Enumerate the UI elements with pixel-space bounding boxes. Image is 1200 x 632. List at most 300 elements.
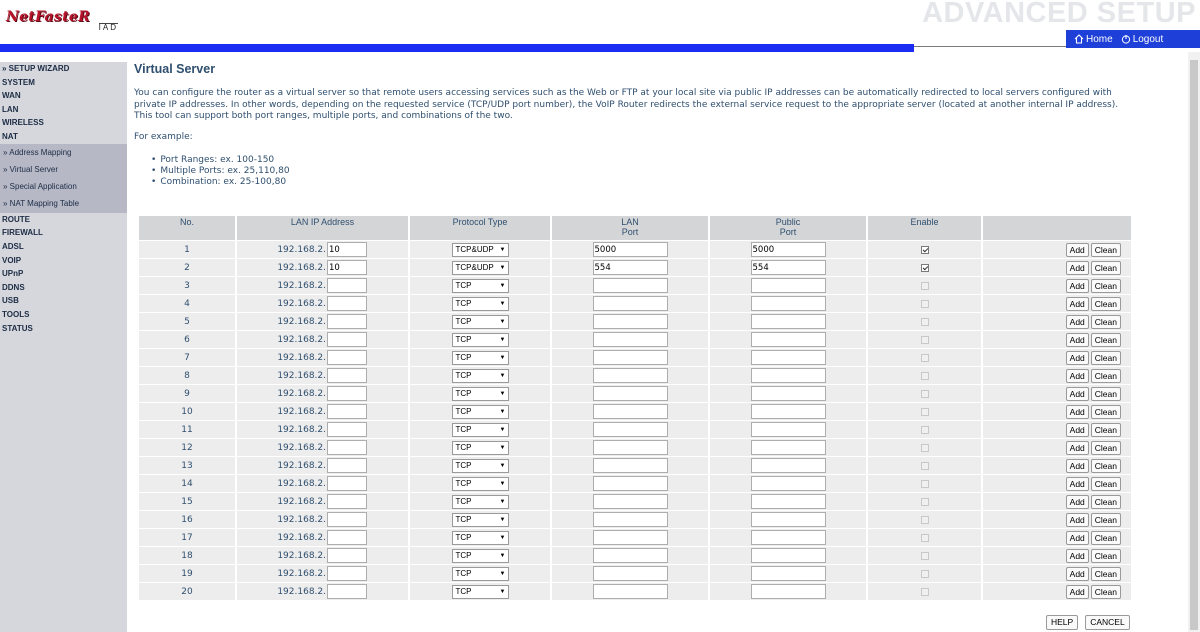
- enable-cell: [868, 313, 981, 330]
- enable-checkbox[interactable]: [921, 462, 929, 470]
- add-button[interactable]: Add: [1066, 567, 1089, 581]
- clean-button[interactable]: Clean: [1091, 333, 1121, 347]
- lan-port-input[interactable]: [593, 404, 668, 419]
- ip-last-octet-input[interactable]: [327, 440, 367, 455]
- public-port-input[interactable]: [751, 404, 826, 419]
- top-links: [1066, 30, 1200, 48]
- clean-button[interactable]: Clean: [1091, 441, 1121, 455]
- enable-checkbox[interactable]: [921, 480, 929, 488]
- clean-button[interactable]: Clean: [1091, 315, 1121, 329]
- enable-checkbox[interactable]: [921, 282, 929, 290]
- sidebar-item-wan[interactable]: WAN: [2, 91, 21, 101]
- actions-cell: [983, 547, 1131, 564]
- ip-last-octet-input[interactable]: [327, 350, 367, 365]
- protocol-select[interactable]: [452, 297, 509, 311]
- clean-button[interactable]: Clean: [1091, 567, 1121, 581]
- dropdown-arrow-icon: ▼: [499, 588, 506, 595]
- enable-cell: [868, 493, 981, 510]
- table-row: [139, 421, 1131, 438]
- add-button[interactable]: Add: [1066, 585, 1089, 599]
- row-number: 8: [139, 367, 235, 384]
- lan-port-input[interactable]: [593, 332, 668, 347]
- protocol-select[interactable]: [452, 495, 509, 509]
- ip-last-octet-input[interactable]: [327, 332, 367, 347]
- add-button[interactable]: Add: [1066, 477, 1089, 491]
- ip-prefix: 192.168.2.: [277, 334, 326, 345]
- actions-cell: [983, 403, 1131, 420]
- lan-port-cell: [552, 457, 708, 474]
- clean-button[interactable]: Clean: [1091, 387, 1121, 401]
- col-header-protocol: Protocol Type: [410, 216, 550, 240]
- clean-button[interactable]: Clean: [1091, 585, 1121, 599]
- lan-port-input[interactable]: [593, 242, 668, 257]
- clean-button[interactable]: Clean: [1091, 459, 1121, 473]
- ip-last-octet-input[interactable]: [327, 314, 367, 329]
- add-button[interactable]: Add: [1066, 351, 1089, 365]
- table-row: [139, 511, 1131, 528]
- lan-port-cell: [552, 565, 708, 582]
- dropdown-arrow-icon: ▼: [499, 354, 506, 361]
- lan-port-input[interactable]: [593, 278, 668, 293]
- public-port-input[interactable]: [751, 350, 826, 365]
- enable-cell: [868, 583, 981, 600]
- clean-button[interactable]: Clean: [1091, 369, 1121, 383]
- sidebar-item-wireless[interactable]: WIRELESS: [2, 118, 44, 128]
- protocol-select[interactable]: [452, 531, 509, 545]
- public-port-input[interactable]: [751, 530, 826, 545]
- public-port-input[interactable]: [751, 548, 826, 563]
- protocol-select[interactable]: [452, 369, 509, 383]
- ip-last-octet-input[interactable]: [327, 584, 367, 599]
- protocol-select[interactable]: [452, 549, 509, 563]
- lan-ip-cell: [237, 403, 408, 420]
- public-port-input[interactable]: [751, 422, 826, 437]
- lan-ip-cell: [237, 547, 408, 564]
- public-port-cell: [710, 403, 866, 420]
- sidebar-item-special-application[interactable]: » Special Application: [0, 178, 127, 195]
- public-port-input[interactable]: [751, 368, 826, 383]
- ip-last-octet-input[interactable]: [327, 566, 367, 581]
- dropdown-arrow-icon: ▼: [499, 498, 506, 505]
- protocol-select[interactable]: [452, 477, 509, 491]
- actions-cell: [983, 331, 1131, 348]
- ip-last-octet-input[interactable]: [327, 386, 367, 401]
- protocol-cell: [410, 277, 550, 294]
- protocol-value: TCP: [455, 299, 472, 308]
- protocol-cell: [410, 403, 550, 420]
- lan-port-cell: [552, 403, 708, 420]
- add-button[interactable]: Add: [1066, 261, 1089, 275]
- add-button[interactable]: Add: [1066, 405, 1089, 419]
- col-header-public-port: [710, 216, 866, 240]
- public-port-input[interactable]: [751, 314, 826, 329]
- dropdown-arrow-icon: ▼: [499, 318, 506, 325]
- add-button[interactable]: Add: [1066, 495, 1089, 509]
- row-number: 18: [139, 547, 235, 564]
- dropdown-arrow-icon: ▼: [499, 426, 506, 433]
- clean-button[interactable]: Clean: [1091, 477, 1121, 491]
- lan-port-input[interactable]: [593, 350, 668, 365]
- sidebar-item-virtual-server[interactable]: » Virtual Server: [0, 161, 127, 178]
- enable-checkbox[interactable]: [921, 372, 929, 380]
- lan-port-input[interactable]: [593, 548, 668, 563]
- protocol-cell: [410, 583, 550, 600]
- ip-last-octet-input[interactable]: [327, 242, 367, 257]
- ip-prefix: 192.168.2.: [277, 514, 326, 525]
- protocol-cell: [410, 295, 550, 312]
- add-button[interactable]: Add: [1066, 297, 1089, 311]
- protocol-select[interactable]: [452, 243, 509, 257]
- sidebar-item-ddns[interactable]: DDNS: [2, 282, 25, 292]
- add-button[interactable]: Add: [1066, 423, 1089, 437]
- dropdown-arrow-icon: ▼: [499, 372, 506, 379]
- enable-checkbox[interactable]: [921, 498, 929, 506]
- lan-port-input[interactable]: [593, 314, 668, 329]
- dropdown-arrow-icon: ▼: [499, 534, 506, 541]
- actions-cell: [983, 367, 1131, 384]
- lan-port-cell: [552, 547, 708, 564]
- sidebar-item-firewall[interactable]: FIREWALL: [2, 228, 43, 238]
- sidebar-item-nat-mapping-table[interactable]: » NAT Mapping Table: [0, 195, 127, 212]
- enable-checkbox[interactable]: [921, 318, 929, 326]
- ip-last-octet-input[interactable]: [327, 368, 367, 383]
- public-port-cell: [710, 457, 866, 474]
- public-port-input[interactable]: [751, 242, 826, 257]
- ip-prefix: 192.168.2.: [277, 244, 326, 255]
- ip-last-octet-input[interactable]: [327, 278, 367, 293]
- sidebar-item-lan[interactable]: LAN: [2, 104, 19, 114]
- protocol-cell: [410, 457, 550, 474]
- enable-checkbox[interactable]: [921, 390, 929, 398]
- protocol-value: TCP: [455, 515, 472, 524]
- sidebar-item-usb[interactable]: USB: [2, 296, 19, 306]
- ip-last-octet-input[interactable]: [327, 494, 367, 509]
- ip-last-octet-input[interactable]: [327, 476, 367, 491]
- scrollbar-thumb[interactable]: [1190, 60, 1198, 630]
- public-port-input[interactable]: [751, 296, 826, 311]
- add-button[interactable]: Add: [1066, 279, 1089, 293]
- add-button[interactable]: Add: [1066, 549, 1089, 563]
- sidebar-item-nat[interactable]: NAT: [2, 131, 18, 141]
- public-port-input[interactable]: [751, 584, 826, 599]
- public-port-input[interactable]: [751, 278, 826, 293]
- lan-ip-cell: [237, 313, 408, 330]
- vertical-scrollbar[interactable]: [1188, 52, 1200, 632]
- ip-prefix: 192.168.2.: [277, 352, 326, 363]
- lan-ip-cell: [237, 511, 408, 528]
- protocol-value: TCP: [455, 497, 472, 506]
- lan-port-input[interactable]: [593, 422, 668, 437]
- enable-cell: [868, 565, 981, 582]
- sidebar-item-system[interactable]: SYSTEM: [2, 77, 35, 87]
- enable-cell: [868, 349, 981, 366]
- help-button[interactable]: HELP: [1046, 615, 1078, 630]
- logout-link[interactable]: [1121, 34, 1164, 45]
- public-port-cell: [710, 493, 866, 510]
- ip-last-octet-input[interactable]: [327, 260, 367, 275]
- dropdown-arrow-icon: ▼: [499, 246, 506, 253]
- lan-port-cell: [552, 259, 708, 276]
- enable-checkbox[interactable]: [921, 336, 929, 344]
- add-button[interactable]: Add: [1066, 441, 1089, 455]
- ip-prefix: 192.168.2.: [277, 424, 326, 435]
- enable-cell: [868, 367, 981, 384]
- header: [0, 0, 1200, 56]
- ip-last-octet-input[interactable]: [327, 512, 367, 527]
- enable-cell: [868, 259, 981, 276]
- enable-checkbox[interactable]: [921, 408, 929, 416]
- lan-port-cell: [552, 493, 708, 510]
- add-button[interactable]: Add: [1066, 387, 1089, 401]
- enable-checkbox[interactable]: [921, 516, 929, 524]
- protocol-select[interactable]: [452, 261, 509, 275]
- logo-sub: IAD: [98, 23, 118, 32]
- lan-port-cell: [552, 421, 708, 438]
- lan-port-input[interactable]: [593, 368, 668, 383]
- enable-checkbox[interactable]: [921, 426, 929, 434]
- public-port-input[interactable]: [751, 458, 826, 473]
- table-row: [139, 457, 1131, 474]
- table-row: [139, 439, 1131, 456]
- table-row: [139, 475, 1131, 492]
- cancel-button[interactable]: CANCEL: [1085, 615, 1129, 630]
- dropdown-arrow-icon: ▼: [499, 444, 506, 451]
- public-port-cell: [710, 421, 866, 438]
- enable-cell: [868, 439, 981, 456]
- ip-prefix: 192.168.2.: [277, 478, 326, 489]
- lan-port-input[interactable]: [593, 494, 668, 509]
- lan-port-input[interactable]: [593, 296, 668, 311]
- add-button[interactable]: Add: [1066, 369, 1089, 383]
- public-port-cell: [710, 385, 866, 402]
- add-button[interactable]: Add: [1066, 333, 1089, 347]
- dropdown-arrow-icon: ▼: [499, 480, 506, 487]
- row-number: 1: [139, 241, 235, 258]
- clean-button[interactable]: Clean: [1091, 261, 1121, 275]
- protocol-select[interactable]: [452, 567, 509, 581]
- add-button[interactable]: Add: [1066, 315, 1089, 329]
- ip-prefix: 192.168.2.: [277, 262, 326, 273]
- ip-prefix: 192.168.2.: [277, 298, 326, 309]
- enable-cell: [868, 547, 981, 564]
- sidebar-item-route[interactable]: ROUTE: [2, 214, 30, 224]
- logout-icon: [1121, 34, 1131, 44]
- lan-port-cell: [552, 385, 708, 402]
- actions-cell: [983, 349, 1131, 366]
- lan-port-cell: [552, 511, 708, 528]
- lan-port-input[interactable]: [593, 566, 668, 581]
- sidebar-item-adsl[interactable]: ADSL: [2, 241, 24, 251]
- dropdown-arrow-icon: ▼: [499, 300, 506, 307]
- sidebar-item-address-mapping[interactable]: » Address Mapping: [0, 144, 127, 161]
- protocol-cell: [410, 331, 550, 348]
- protocol-select[interactable]: [452, 513, 509, 527]
- clean-button[interactable]: Clean: [1091, 513, 1121, 527]
- logout-label: Logout: [1132, 33, 1164, 45]
- clean-button[interactable]: Clean: [1091, 297, 1121, 311]
- ip-prefix: 192.168.2.: [277, 568, 326, 579]
- public-port-input[interactable]: [751, 386, 826, 401]
- public-port-input[interactable]: [751, 494, 826, 509]
- public-port-input[interactable]: [751, 512, 826, 527]
- protocol-cell: [410, 475, 550, 492]
- lan-port-input[interactable]: [593, 476, 668, 491]
- actions-cell: [983, 493, 1131, 510]
- dropdown-arrow-icon: ▼: [499, 264, 506, 271]
- table-row: [139, 529, 1131, 546]
- sidebar-item-tools[interactable]: TOOLS: [2, 309, 30, 319]
- enable-checkbox[interactable]: [921, 300, 929, 308]
- col-header-enable: Enable: [868, 216, 981, 240]
- lan-port-input[interactable]: [593, 530, 668, 545]
- col-header-public-port-line2: Port: [779, 227, 797, 237]
- protocol-select[interactable]: [452, 441, 509, 455]
- table-row: [139, 277, 1131, 294]
- public-port-cell: [710, 547, 866, 564]
- protocol-select[interactable]: [452, 351, 509, 365]
- row-number: 15: [139, 493, 235, 510]
- public-port-input[interactable]: [751, 332, 826, 347]
- clean-button[interactable]: Clean: [1091, 351, 1121, 365]
- protocol-cell: [410, 385, 550, 402]
- sidebar-item-status[interactable]: STATUS: [2, 323, 33, 333]
- lan-port-input[interactable]: [593, 440, 668, 455]
- sidebar-item-upnp[interactable]: UPnP: [2, 269, 24, 279]
- add-button[interactable]: Add: [1066, 459, 1089, 473]
- dropdown-arrow-icon: ▼: [499, 570, 506, 577]
- ip-last-octet-input[interactable]: [327, 422, 367, 437]
- lan-port-cell: [552, 295, 708, 312]
- enable-checkbox[interactable]: [921, 588, 929, 596]
- protocol-select[interactable]: [452, 405, 509, 419]
- enable-cell: [868, 475, 981, 492]
- lan-ip-cell: [237, 457, 408, 474]
- protocol-value: TCP&UDP: [455, 263, 494, 272]
- add-button[interactable]: Add: [1066, 243, 1089, 257]
- lan-port-input[interactable]: [593, 512, 668, 527]
- ip-prefix: 192.168.2.: [277, 316, 326, 327]
- public-port-cell: [710, 565, 866, 582]
- protocol-select[interactable]: [452, 315, 509, 329]
- protocol-cell: [410, 313, 550, 330]
- clean-button[interactable]: Clean: [1091, 243, 1121, 257]
- lan-ip-cell: [237, 331, 408, 348]
- col-header-lan-ip: LAN IP Address: [237, 216, 408, 240]
- enable-checkbox[interactable]: [921, 552, 929, 560]
- row-number: 2: [139, 259, 235, 276]
- protocol-cell: [410, 349, 550, 366]
- protocol-select[interactable]: [452, 423, 509, 437]
- enable-checkbox[interactable]: [921, 570, 929, 578]
- protocol-cell: [410, 547, 550, 564]
- clean-button[interactable]: Clean: [1091, 405, 1121, 419]
- clean-button[interactable]: Clean: [1091, 279, 1121, 293]
- page-section-title: ADVANCED SETUP: [922, 0, 1196, 29]
- ip-last-octet-input[interactable]: [327, 404, 367, 419]
- table-row: [139, 349, 1131, 366]
- enable-cell: [868, 457, 981, 474]
- row-number: 4: [139, 295, 235, 312]
- header-divider: [914, 46, 1066, 47]
- public-port-input[interactable]: [751, 260, 826, 275]
- enable-checkbox[interactable]: [921, 246, 929, 254]
- lan-port-input[interactable]: [593, 260, 668, 275]
- page-title: Virtual Server: [134, 62, 216, 76]
- add-button[interactable]: Add: [1066, 513, 1089, 527]
- ip-prefix: 192.168.2.: [277, 442, 326, 453]
- enable-cell: [868, 421, 981, 438]
- clean-button[interactable]: Clean: [1091, 495, 1121, 509]
- enable-checkbox[interactable]: [921, 444, 929, 452]
- table-row: [139, 403, 1131, 420]
- sidebar-item-voip[interactable]: VOIP: [2, 255, 22, 265]
- netfaster-logo: [6, 9, 124, 31]
- lan-port-cell: [552, 475, 708, 492]
- ip-last-octet-input[interactable]: [327, 458, 367, 473]
- col-header-lan-port-line2: Port: [621, 227, 639, 237]
- enable-checkbox[interactable]: [921, 354, 929, 362]
- enable-checkbox[interactable]: [921, 264, 929, 272]
- dropdown-arrow-icon: ▼: [499, 336, 506, 343]
- clean-button[interactable]: Clean: [1091, 531, 1121, 545]
- clean-button[interactable]: Clean: [1091, 549, 1121, 563]
- protocol-cell: [410, 439, 550, 456]
- table-row: [139, 241, 1131, 258]
- protocol-cell: [410, 367, 550, 384]
- table-row: [139, 295, 1131, 312]
- enable-cell: [868, 277, 981, 294]
- protocol-cell: [410, 421, 550, 438]
- protocol-select[interactable]: [452, 585, 509, 599]
- col-header-lan-port-line1: LAN: [621, 217, 639, 227]
- public-port-input[interactable]: [751, 566, 826, 581]
- form-buttons: [1044, 615, 1130, 630]
- lan-ip-cell: [237, 439, 408, 456]
- header-accent-bar: [0, 44, 914, 52]
- ip-last-octet-input[interactable]: [327, 530, 367, 545]
- protocol-select[interactable]: [452, 279, 509, 293]
- lan-port-input[interactable]: [593, 584, 668, 599]
- public-port-input[interactable]: [751, 476, 826, 491]
- actions-cell: [983, 313, 1131, 330]
- ip-last-octet-input[interactable]: [327, 296, 367, 311]
- lan-port-input[interactable]: [593, 386, 668, 401]
- add-button[interactable]: Add: [1066, 531, 1089, 545]
- protocol-select[interactable]: [452, 387, 509, 401]
- row-number: 10: [139, 403, 235, 420]
- ip-last-octet-input[interactable]: [327, 548, 367, 563]
- row-number: 13: [139, 457, 235, 474]
- public-port-cell: [710, 349, 866, 366]
- public-port-cell: [710, 511, 866, 528]
- public-port-cell: [710, 313, 866, 330]
- ip-prefix: 192.168.2.: [277, 586, 326, 597]
- enable-cell: [868, 403, 981, 420]
- home-link[interactable]: [1074, 34, 1113, 45]
- public-port-input[interactable]: [751, 440, 826, 455]
- sidebar-item-setup-wizard[interactable]: » SETUP WIZARD: [2, 64, 70, 73]
- protocol-select[interactable]: [452, 333, 509, 347]
- protocol-value: TCP: [455, 281, 472, 290]
- example-item: • Multiple Ports: ex. 25,110,80: [151, 166, 290, 177]
- enable-checkbox[interactable]: [921, 534, 929, 542]
- lan-port-input[interactable]: [593, 458, 668, 473]
- public-port-cell: [710, 331, 866, 348]
- ip-prefix: 192.168.2.: [277, 280, 326, 291]
- protocol-select[interactable]: [452, 459, 509, 473]
- clean-button[interactable]: Clean: [1091, 423, 1121, 437]
- actions-cell: [983, 475, 1131, 492]
